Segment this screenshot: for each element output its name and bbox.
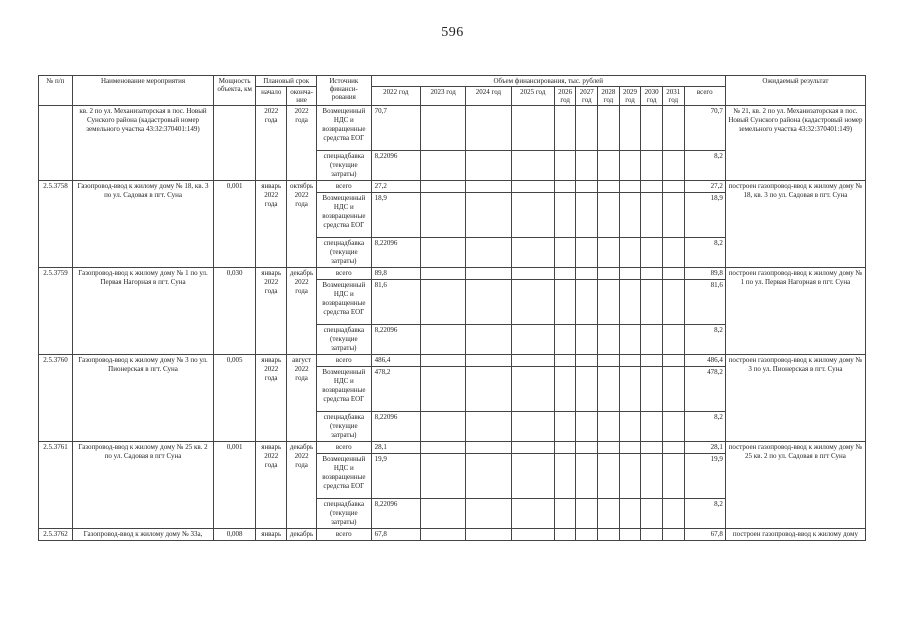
row-name: Газопровод-ввод к жилому дому № 25 кв. 2 по ул. Садовая в пгт Суна [72,442,213,529]
continuation-num [39,106,73,181]
value-2022: 27,2 [371,181,420,193]
row-capacity: 0,001 [214,442,256,529]
header-year-2030: 2030 год [641,87,663,106]
value-2022: 70,7 [371,106,420,151]
value-2022: 8,22096 [371,238,420,268]
value-2022: 8,22096 [371,151,420,181]
source-name: Возмещенный НДС и возвращенные средства ЕОГ [317,280,372,325]
header-year-2027: 2027 год [576,87,598,106]
header-start: начало [256,87,287,106]
row-start: январь 2022 года [256,442,287,529]
row-capacity: 0,030 [214,268,256,355]
row-2-5-3762 [39,529,866,541]
row-name: Газопровод-ввод к жилому дому № 3 по ул. Пионерская в пгт. Суна [72,355,213,442]
header-total: всего [684,87,725,106]
value-2022: 89,8 [371,268,420,280]
value-total: 8,2 [684,238,725,268]
value-2022: 8,22096 [371,412,420,442]
header-year-2023: 2023 год [421,87,466,106]
value-2022: 8,22096 [371,325,420,355]
value-total: 28,1 [684,442,725,454]
row-end: декабрь 2022 года [287,442,317,529]
row-start: январь 2022 года [256,268,287,355]
row-num: 2.5.3759 [39,268,73,355]
value-total: 27,2 [684,181,725,193]
row-num: 2.5.3760 [39,355,73,442]
value-2022: 478,2 [371,367,420,412]
value-total: 8,2 [684,151,725,181]
row-2-5-3758 [39,181,866,193]
value-total: 67,8 [684,529,725,541]
row-end: декабрь [287,529,317,541]
row-capacity: 0,005 [214,355,256,442]
source-name: спецнадбавка (текущие затраты) [317,151,372,181]
continuation-start: 2022 года [256,106,287,181]
source-name: спецнадбавка (текущие затраты) [317,412,372,442]
value-2022: 28,1 [371,442,420,454]
row-end: декабрь 2022 года [287,268,317,355]
value-2022: 81,6 [371,280,420,325]
source-name: Возмещенный НДС и возвращенные средства ЕОГ [317,193,372,238]
row-start: январь 2022 года [256,355,287,442]
source-name: всего [317,529,372,541]
continuation-result: № 21, кв. 2 по ул. Механизаторская в пос. Новый Сунского района (кадастровый номер земельного участка 43:32:370401:149) [725,106,865,181]
value-total: 19,9 [684,454,725,499]
header-plan-term: Плановый срок [256,76,317,87]
source-name: Возмещенный НДС и возвращенные средства ЕОГ [317,454,372,499]
row-2-5-3759 [39,268,866,280]
value-total: 81,6 [684,280,725,325]
row-result: построен газопровод-ввод к жилому дому [725,529,865,541]
row-num: 2.5.3762 [39,529,73,541]
header-year-2029: 2029 год [619,87,641,106]
header-num: № п/п [39,76,73,106]
value-2022: 67,8 [371,529,420,541]
row-2-5-3760 [39,355,866,367]
row-end: октябрь 2022 года [287,181,317,268]
value-total: 70,7 [684,106,725,151]
source-name: спецнадбавка (текущие затраты) [317,325,372,355]
header-volume: Объем финансирования, тыс. рублей [371,76,725,87]
continuation-capacity [214,106,256,181]
header-capacity: Мощность объекта, км [214,76,256,106]
header-source: Источник финанси-рования [317,76,372,106]
source-name: всего [317,181,372,193]
header-end: оконча-ние [287,87,317,106]
financing-table [38,75,866,541]
row-result: построен газопровод-ввод к жилому дому № 18, кв. 3 по ул. Садовая в пгт. Суна [725,181,865,268]
row-start: январь 2022 года [256,181,287,268]
row-name: Газопровод-ввод к жилому дому № 1 по ул. Первая Нагорная в пгт. Суна [72,268,213,355]
header-year-2024: 2024 год [466,87,511,106]
row-name: Газопровод-ввод к жилому дому № 18, кв. 3 по ул. Садовая в пгт. Суна [72,181,213,268]
row-start: январь [256,529,287,541]
header-year-2022: 2022 год [371,87,420,106]
header-year-2028: 2028 год [598,87,620,106]
continuation-name: кв. 2 по ул. Механизаторская в пос. Новый Сунского района (кадастровый номер земельного участка 43:32:370401:149) [72,106,213,181]
page-number: 596 [441,25,464,40]
continuation-end: 2022 года [287,106,317,181]
value-2022: 8,22096 [371,499,420,529]
header-result: Ожидаемый результат [725,76,865,106]
header-year-2026: 2026 год [554,87,576,106]
row-num: 2.5.3758 [39,181,73,268]
value-total: 8,2 [684,499,725,529]
source-name: Возмещенный НДС и возвращенные средства ЕОГ [317,367,372,412]
continuation-row-nds [39,106,866,151]
value-total: 89,8 [684,268,725,280]
value-2022: 19,9 [371,454,420,499]
source-name: Возмещенный НДС и возвращенные средства ЕОГ [317,106,372,151]
value-total: 8,2 [684,325,725,355]
source-name: спецнадбавка (текущие затраты) [317,499,372,529]
source-name: всего [317,442,372,454]
row-capacity: 0,001 [214,181,256,268]
value-2022: 486,4 [371,355,420,367]
value-total: 18,9 [684,193,725,238]
row-result: построен газопровод-ввод к жилому дому № 25 кв. 2 по ул. Садовая в пгт Суна [725,442,865,529]
row-num: 2.5.3761 [39,442,73,529]
source-name: спецнадбавка (текущие затраты) [317,238,372,268]
row-name: Газопровод-ввод к жилому дому № 33а, [72,529,213,541]
row-result: построен газопровод-ввод к жилому дому № 3 по ул. Пионерская в пгт. Суна [725,355,865,442]
header-year-2031: 2031 год [662,87,684,106]
row-capacity: 0,008 [214,529,256,541]
header-name: Наименование мероприятия [72,76,213,106]
source-name: всего [317,355,372,367]
value-total: 478,2 [684,367,725,412]
value-2022: 18,9 [371,193,420,238]
value-total: 8,2 [684,412,725,442]
source-name: всего [317,268,372,280]
row-2-5-3761 [39,442,866,454]
value-total: 486,4 [684,355,725,367]
row-result: построен газопровод-ввод к жилому дому № 1 по ул. Первая Нагорная в пгт. Суна [725,268,865,355]
row-end: август 2022 года [287,355,317,442]
header-year-2025: 2025 год [511,87,554,106]
